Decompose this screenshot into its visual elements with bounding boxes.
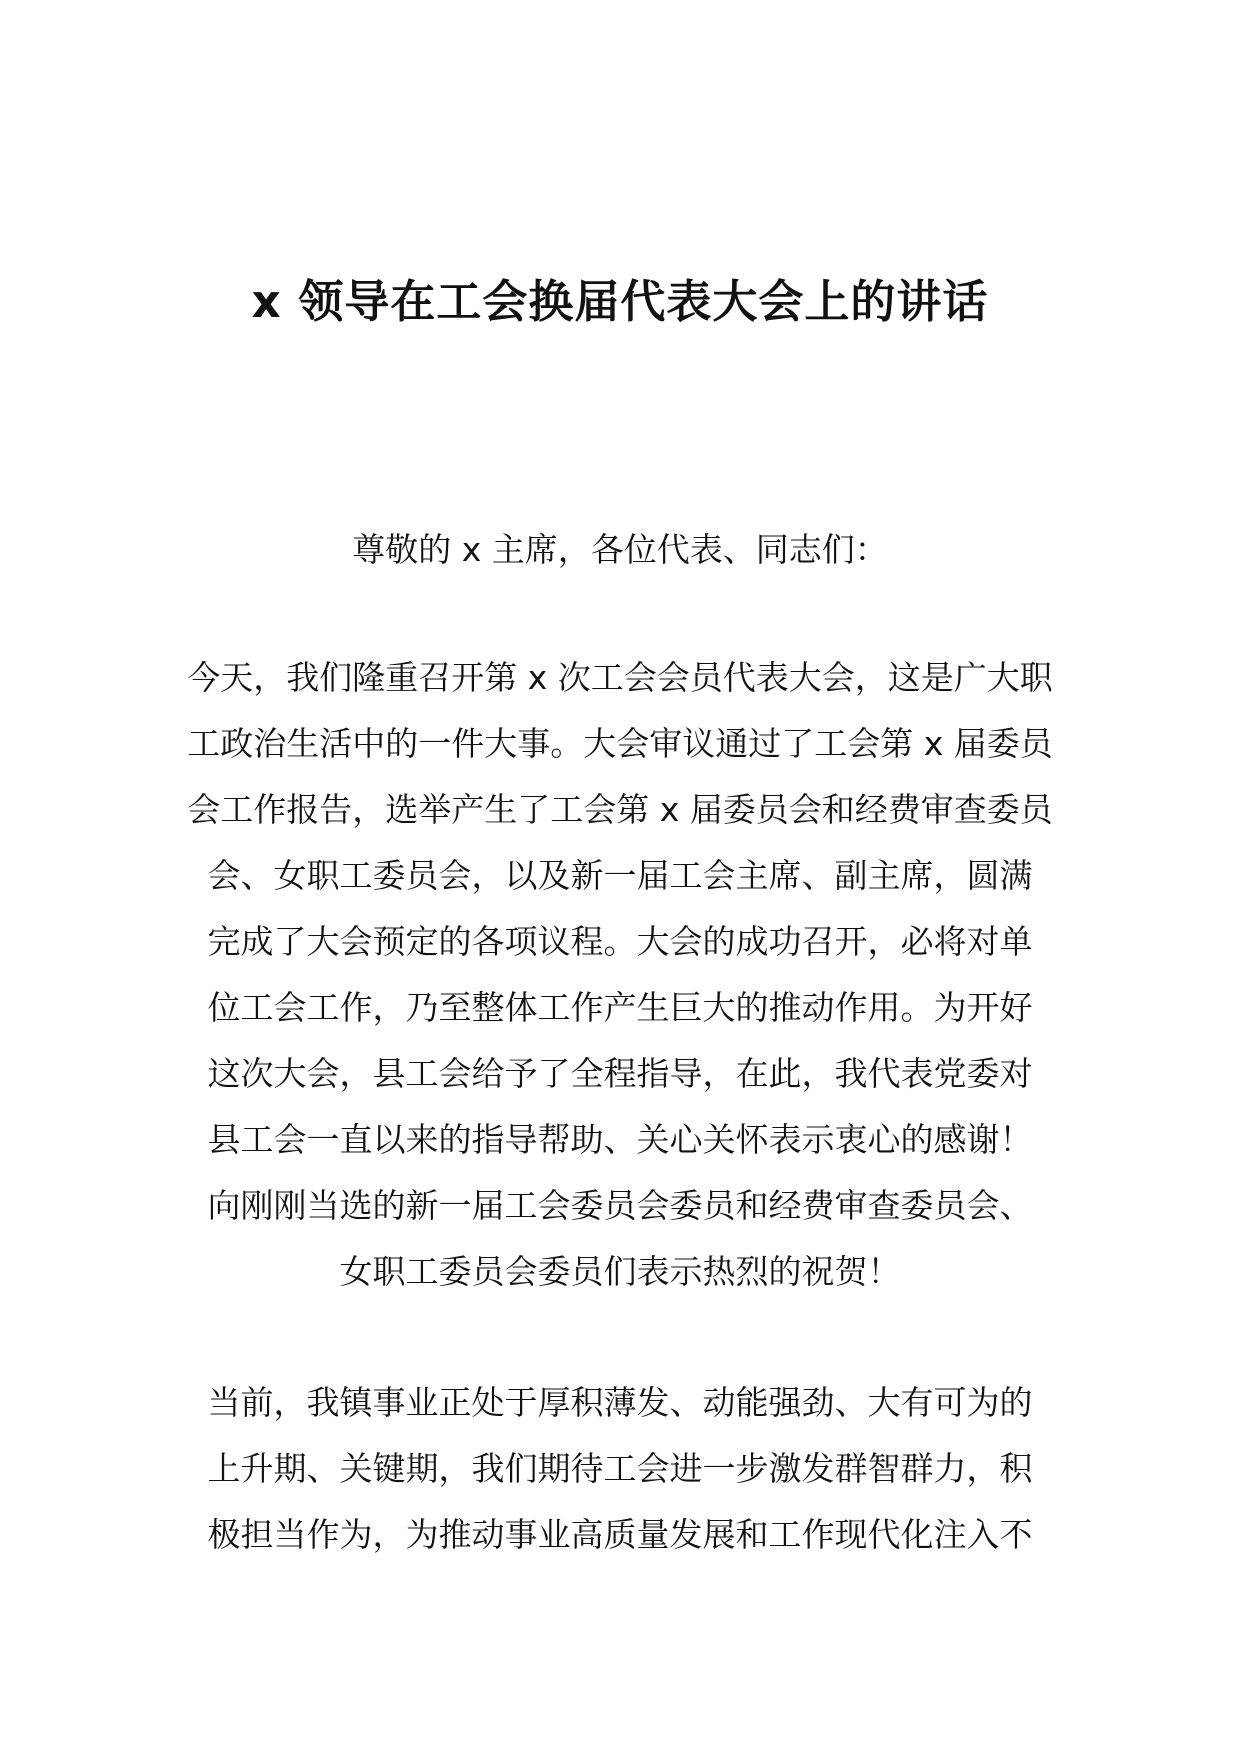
paragraph-2 xyxy=(180,1370,1060,1568)
paragraph-line: 完成了大会预定的各项议程。大会的成功召开，必将对单 xyxy=(207,922,1033,961)
paragraph-line: 女职工委员会委员们表示热烈的祝贺！ xyxy=(339,1252,901,1291)
document-title: x 领导在工会换届代表大会上的讲话 xyxy=(251,275,989,328)
paragraph-line: 今天，我们隆重召开第 x 次工会会员代表大会，这是广大职 xyxy=(187,658,1053,697)
paragraph-line: 会工作报告，选举产生了工会第 x 届委员会和经费审查委员 xyxy=(187,790,1053,829)
paragraph-line: 这次大会，县工会给予了全程指导，在此，我代表党委对 xyxy=(207,1054,1033,1093)
paragraph-line: 位工会工作，乃至整体工作产生巨大的推动作用。为开好 xyxy=(207,988,1033,1027)
paragraph-line: 极担当作为，为推动事业高质量发展和工作现代化注入不 xyxy=(207,1515,1033,1554)
paragraph-line: 工政治生活中的一件大事。大会审议通过了工会第 x 届委员 xyxy=(187,724,1053,763)
paragraph-line: 向刚刚当选的新一届工会委员会委员和经费审查委员会、 xyxy=(207,1186,1033,1225)
paragraph-line: 县工会一直以来的指导帮助、关心关怀表示衷心的感谢！ xyxy=(207,1120,1033,1159)
paragraph-line: 会、女职工委员会，以及新一届工会主席、副主席，圆满 xyxy=(207,856,1033,895)
salutation: 尊敬的 x 主席，各位代表、同志们： xyxy=(352,530,888,569)
paragraph-line: 当前，我镇事业正处于厚积薄发、动能强劲、大有可为的 xyxy=(207,1383,1033,1422)
paragraph-line: 上升期、关键期，我们期待工会进一步激发群智群力，积 xyxy=(207,1449,1033,1488)
paragraph-1 xyxy=(180,645,1060,1305)
